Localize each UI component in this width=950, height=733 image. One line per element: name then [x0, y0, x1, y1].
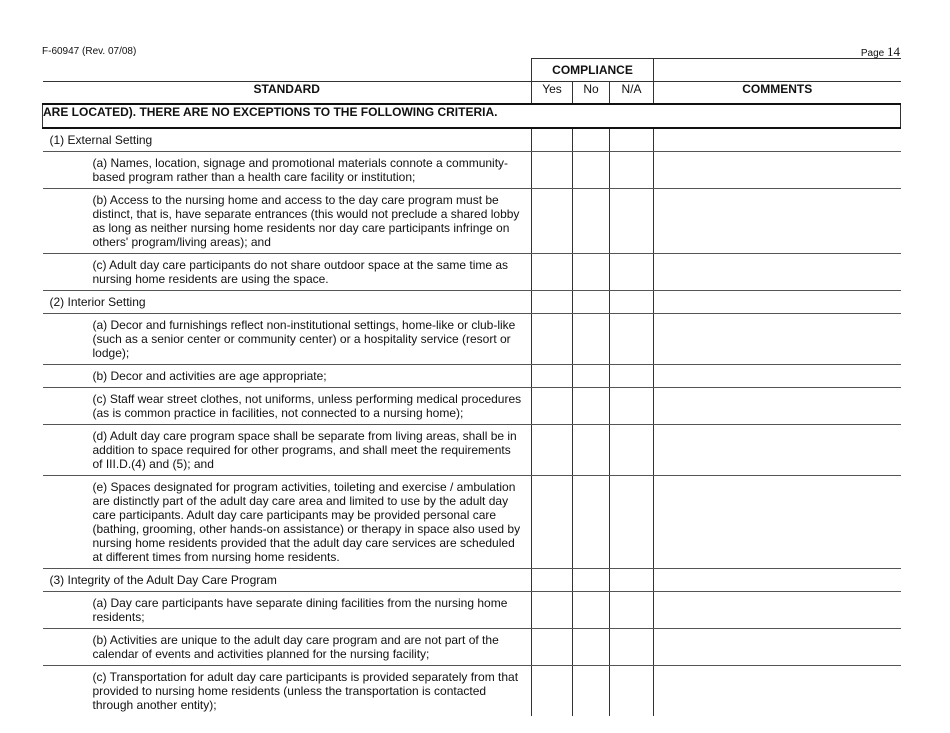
criterion-row	[43, 189, 901, 254]
na-header: N/A	[610, 82, 654, 105]
criterion-text: (c) Transportation for adult day care participants is provided separately from that provided to nursing home residents (unless the transportation is contacted through another entity);	[43, 666, 532, 717]
criterion-text: (a) Day care participants have separate dining facilities from the nursing home residents;	[43, 592, 532, 629]
criterion-text: (a) Names, location, signage and promotional materials connote a community-based program rather than a health care facility or institution;	[43, 152, 532, 189]
criterion-row	[43, 666, 901, 717]
criterion-row	[43, 388, 901, 425]
criterion-row	[43, 152, 901, 189]
no-header: No	[573, 82, 610, 105]
na-cell[interactable]	[610, 189, 654, 254]
yes-cell[interactable]	[532, 291, 573, 314]
yes-cell[interactable]	[532, 425, 573, 476]
na-cell[interactable]	[610, 291, 654, 314]
criterion-row	[43, 592, 901, 629]
compliance-header: COMPLIANCE	[532, 59, 654, 82]
comments-header-spacer	[654, 59, 901, 82]
no-cell[interactable]	[573, 388, 610, 425]
criterion-text: (a) Decor and furnishings reflect non-institutional settings, home-like or club-like (such as a senior center or community center) or a hospitality service (resort or lodge);	[43, 314, 532, 365]
comments-cell[interactable]	[654, 254, 901, 291]
criterion-text: (c) Adult day care participants do not share outdoor space at the same time as nursing home residents are using the space.	[43, 254, 532, 291]
comments-cell[interactable]	[654, 314, 901, 365]
yes-cell[interactable]	[532, 314, 573, 365]
na-cell[interactable]	[610, 128, 654, 152]
page-number-value: 14	[887, 44, 900, 59]
no-cell[interactable]	[573, 254, 610, 291]
no-cell[interactable]	[573, 569, 610, 592]
no-cell[interactable]	[573, 629, 610, 666]
criterion-row	[43, 476, 901, 569]
yes-cell[interactable]	[532, 152, 573, 189]
criterion-row	[43, 365, 901, 388]
no-cell[interactable]	[573, 128, 610, 152]
comments-cell[interactable]	[654, 629, 901, 666]
standard-header: STANDARD	[43, 82, 532, 105]
comments-cell[interactable]	[654, 152, 901, 189]
criterion-row	[43, 425, 901, 476]
page-label: Page	[860, 48, 885, 59]
comments-cell[interactable]	[654, 425, 901, 476]
na-cell[interactable]	[610, 425, 654, 476]
no-cell[interactable]	[573, 476, 610, 569]
section-heading: (1) External Setting	[43, 128, 532, 152]
na-cell[interactable]	[610, 569, 654, 592]
criterion-text: (b) Decor and activities are age appropriate;	[43, 365, 532, 388]
comments-cell[interactable]	[654, 666, 901, 717]
na-cell[interactable]	[610, 592, 654, 629]
na-cell[interactable]	[610, 388, 654, 425]
na-cell[interactable]	[610, 629, 654, 666]
yes-header: Yes	[532, 82, 573, 105]
criterion-row	[43, 254, 901, 291]
na-cell[interactable]	[610, 152, 654, 189]
criterion-text: (c) Staff wear street clothes, not uniforms, unless performing medical procedures (as is common practice in facilities, not connected to a nursing home);	[43, 388, 532, 425]
no-cell[interactable]	[573, 291, 610, 314]
no-cell[interactable]	[573, 152, 610, 189]
yes-cell[interactable]	[532, 388, 573, 425]
comments-cell[interactable]	[654, 365, 901, 388]
no-cell[interactable]	[573, 425, 610, 476]
comments-cell[interactable]	[654, 189, 901, 254]
criterion-text: (b) Activities are unique to the adult day care program and are not part of the calendar of events and activities planned for the nursing facility;	[43, 629, 532, 666]
comments-cell[interactable]	[654, 291, 901, 314]
na-cell[interactable]	[610, 365, 654, 388]
section-heading: (2) Interior Setting	[43, 291, 532, 314]
comments-header: COMMENTS	[654, 82, 901, 105]
section-heading: (3) Integrity of the Adult Day Care Program	[43, 569, 532, 592]
no-cell[interactable]	[573, 365, 610, 388]
comments-cell[interactable]	[654, 569, 901, 592]
na-cell[interactable]	[610, 254, 654, 291]
yes-cell[interactable]	[532, 629, 573, 666]
standard-header-spacer	[43, 59, 532, 82]
na-cell[interactable]	[610, 314, 654, 365]
section-row	[43, 291, 901, 314]
yes-cell[interactable]	[532, 128, 573, 152]
no-cell[interactable]	[573, 592, 610, 629]
yes-cell[interactable]	[532, 592, 573, 629]
form-number: F-60947 (Rev. 07/08)	[42, 46, 137, 57]
yes-cell[interactable]	[532, 189, 573, 254]
criteria-banner: ARE LOCATED). THERE ARE NO EXCEPTIONS TO THE FOLLOWING CRITERIA.	[43, 104, 901, 128]
comments-cell[interactable]	[654, 592, 901, 629]
section-row	[43, 569, 901, 592]
criterion-row	[43, 314, 901, 365]
no-cell[interactable]	[573, 189, 610, 254]
criterion-text: (d) Adult day care program space shall be separate from living areas, shall be in addition to space required for other programs, and shall meet the requirements of III.D.(4) and (5); and	[43, 425, 532, 476]
comments-cell[interactable]	[654, 388, 901, 425]
standards-table	[42, 58, 901, 716]
na-cell[interactable]	[610, 476, 654, 569]
no-cell[interactable]	[573, 314, 610, 365]
criterion-text: (b) Access to the nursing home and access to the day care program must be distinct, that is, have separate entrances (this would not preclude a shared lobby as long as neither nursing home residents nor day care participants infringe on others' program/living areas); and	[43, 189, 532, 254]
criterion-text: (e) Spaces designated for program activities, toileting and exercise / ambulation are distinctly part of the adult day care area and limited to use by the adult day care participants. Adult day care participants may be provided personal care (bathing, grooming, other hands-on assistance) or therapy in space also used by nursing home residents provided that the adult day care services are scheduled at different times from nursing home residents.	[43, 476, 532, 569]
comments-cell[interactable]	[654, 128, 901, 152]
no-cell[interactable]	[573, 666, 610, 717]
na-cell[interactable]	[610, 666, 654, 717]
yes-cell[interactable]	[532, 254, 573, 291]
yes-cell[interactable]	[532, 365, 573, 388]
criterion-row	[43, 629, 901, 666]
yes-cell[interactable]	[532, 666, 573, 717]
yes-cell[interactable]	[532, 569, 573, 592]
yes-cell[interactable]	[532, 476, 573, 569]
comments-cell[interactable]	[654, 476, 901, 569]
section-row	[43, 128, 901, 152]
